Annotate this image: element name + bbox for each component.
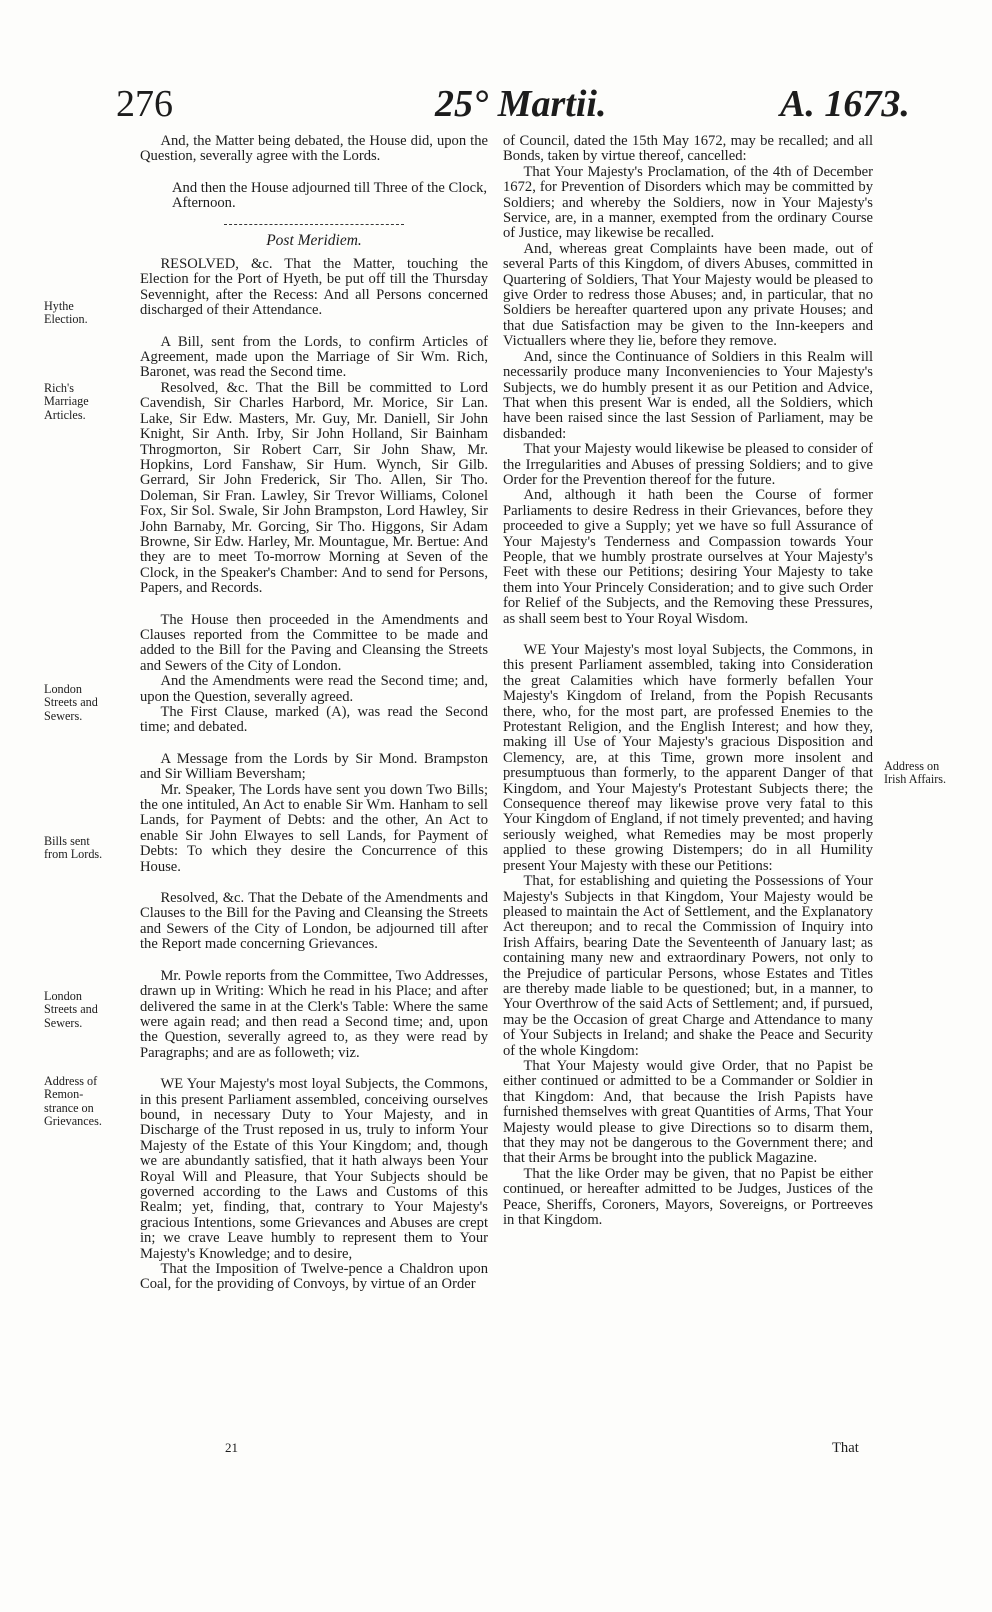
paragraph: WE Your Majesty's most loyal Subjects, the Commons, in this present Parliament assembled, taking into Consideration the great Calamities which have formerly befallen Your Majesty's Kingdom of Ireland, from the Popish Recusants there, who, for the most part, are professed Enemies to the Protestant Religion, and the English Interest; and how they, making ill Use of Your Majesty's gracious Disposition and Clemency, are, at this Time, grown more insolent and presumptuous than formerly, to the apparent Danger of that Kingdom, and Your Majesty's Protestant Subjects there; the Consequence thereof may likewise prove very fatal to this Your Kingdom of England, if not timely prevented; and having seriously weighed, what Remedies may be most properly applied to these growing Distempers; do in all Humility present Your Majesty with these our Petitions: bbox=[503, 642, 873, 874]
paragraph: The House then proceeded in the Amendments and Clauses reported from the Committee to be made and added to the Bill for the Paving and Cleansing the Streets and Sewers of the City of London. bbox=[140, 611, 488, 674]
section-title: Post Meridiem. bbox=[266, 231, 362, 249]
signature-mark: 21 bbox=[225, 1440, 238, 1455]
paragraph: And the Amendments were read the Second time; and, upon the Question, severally agreed. bbox=[140, 673, 488, 705]
margin-note-london-streets-2: London Streets and Sewers. bbox=[44, 989, 98, 1030]
running-date: 25° Martii. bbox=[435, 83, 607, 125]
section-divider bbox=[224, 224, 404, 225]
left-column bbox=[140, 134, 488, 1293]
paragraph: Resolved, &c. That the Debate of the Amendments and Clauses to the Bill for the Paving and Cleansing the Streets and Sewers of the City of London, be adjourned till after the Report made concerning Grievances. bbox=[140, 890, 488, 953]
paragraph: A Bill, sent from the Lords, to confirm Articles of Agreement, made upon the Marriage of Sir Wm. Rich, Baronet, was read the Second time. bbox=[140, 333, 488, 381]
paragraph: That your Majesty would likewise be pleased to consider of the Irregularities and Abuses of pressing Soldiers; and to give Order for the Prevention thereof for the future. bbox=[503, 441, 873, 488]
running-year: A. 1673. bbox=[780, 83, 910, 125]
margin-note-hythe: Hythe Election. bbox=[44, 299, 88, 327]
page-header bbox=[0, 82, 992, 132]
paragraph: of Council, dated the 15th May 1672, may be recalled; and all Bonds, taken by virtue thereof, cancelled: bbox=[503, 133, 873, 165]
paragraph: And, although it hath been the Course of former Parliaments to desire Redress in their Grievances, before they proceeded to give a Supply; yet we have so full Assurance of Your Majesty's Tenderness and Compassion towards Your People, that we humbly prostrate ourselves at Your Majesty's Feet with these our Petitions; desiring Your Majesty to take them into Your Princely Consideration; and to give such Order for Relief of the Subjects, and the Removing these Pressures, as shall seem best to Your Royal Wisdom. bbox=[503, 487, 873, 627]
margin-note-rich: Rich's Marriage Articles. bbox=[44, 381, 89, 422]
catchword: That bbox=[832, 1440, 859, 1456]
paragraph: WE Your Majesty's most loyal Subjects, the Commons, in this present Parliament assembled, conceiving ourselves bound, in necessary Duty to Your Majesty, and in Discharge of the Trust reposed in us, truly to inform Your Majesty of the Estate of this Your Kingdom; and, though we are abundantly satisfied, that it hath always been Your Royal Will and Pleasure, that Your Subjects should be governed according to the Laws and Customs of this Realm; yet, finding, that, contrary to Your Majesty's gracious Intentions, some Grievances and Abuses are crept in; we crave Leave humbly to represent them to Your Majesty's Knowledge; and to desire, bbox=[140, 1076, 488, 1262]
paragraph: That Your Majesty would give Order, that no Papist be either continued or admitted to be a Commander or Soldier in that Kingdom: And, that because the Irish Papists have furnished themselves with great Quantities of Arms, That Your Majesty would please to give Directions so to disarm them, that they may not be dangerous to the Government there; and that their Arms be brought into the publick Magazine. bbox=[503, 1057, 873, 1167]
margin-note-bills: Bills sent from Lords. bbox=[44, 834, 103, 862]
paragraph: Mr. Powle reports from the Committee, Two Addresses, drawn up in Writing: Which he read in his Place; and after delivered the same in at the Clerk's Table: Where the same were again read; and then read a Second time; and, upon the Question, severally agreed to, as they were read by Paragraphs; and are as followeth; viz. bbox=[140, 967, 488, 1061]
paragraph: A Message from the Lords by Sir Mond. Brampston and Sir William Beversham; bbox=[140, 750, 488, 783]
paragraph: The First Clause, marked (A), was read the Second time; and debated. bbox=[140, 704, 488, 736]
paragraph: RESOLVED, &c. That the Matter, touching the Election for the Port of Hyeth, be put off till the Thursday Sevennight, after the Recess: And all Persons concerned discharged of their Attendance. bbox=[140, 256, 488, 319]
paragraph: And, the Matter being debated, the House did, upon the Question, severally agree with the Lords. bbox=[140, 133, 488, 165]
margin-note-remonstrance: Address of Remon- strance on Grievances. bbox=[44, 1074, 102, 1129]
margin-note-irish-affairs: Address on Irish Affairs. bbox=[884, 759, 947, 787]
paragraph: That Your Majesty's Proclamation, of the 4th of December 1672, for Prevention of Disorders which may be committed by Soldiers; and whereby the Soldiers, now in Your Majesty's Service, are, in a manner, exempted from the ordinary Course of Justice, may likewise be recalled. bbox=[503, 163, 873, 242]
paragraph: That the like Order may be given, that no Papist be either continued, or hereafter admitted to be Judges, Justices of the Peace, Sheriffs, Coroners, Mayors, Sovereigns, or Portreeves in that Kingdom. bbox=[503, 1165, 873, 1229]
adjournment-note: And then the House adjourned till Three of the Clock, Afternoon. bbox=[172, 179, 488, 212]
paragraph: Resolved, &c. That the Bill be committed to Lord Cavendish, Sir Charles Harbord, Mr. Morice, Sir Lan. Lake, Sir Edw. Masters, Mr. Guy, Mr. Daniell, Sir John Knight, Sir Anth. Irby, Sir John Holland, Sir Bainham Throgmorton, Sir Robert Carr, Sir John Shaw, Mr. Hopkins, Lord Fanshaw, Sir Hum. Wynch, Sir Gilb. Gerrard, Sir John Frederick, Sir Tho. Allen, Sir Tho. Doleman, Sir Fran. Lawley, Sir Trevor Williams, Colonel Fox, Sir Sol. Swale, Sir John Brampston, Lord Hawley, Sir John Barnaby, Mr. Gorcing, Sir Tho. Higgons, Sir Adam Browne, Sir Edw. Harley, Mr. Mountague, Mr. Bertue: And they are to meet To-morrow Morning at Seven of the Clock, in the Speaker's Chamber: And to send for Persons, Papers, and Records. bbox=[140, 379, 488, 597]
paragraph: Mr. Speaker, The Lords have sent you down Two Bills; the one intituled, An Act to enable Sir Wm. Hanham to sell Lands, for Payment of Debts: and the other, An Act to enable Sir John Elwayes to sell Lands, for Payment of Debts: To which they desire the Concurrence of this House. bbox=[140, 781, 488, 875]
paragraph: That the Imposition of Twelve-pence a Chaldron upon Coal, for the providing of Convoys, by virtue of an Order bbox=[140, 1261, 488, 1293]
margin-note-london-streets: London Streets and Sewers. bbox=[44, 682, 98, 723]
right-column bbox=[503, 134, 873, 1228]
page-number: 276 bbox=[116, 83, 173, 125]
paragraph: And, since the Continuance of Soldiers in this Realm will necessarily produce many Inconveniencies to Your Majesty's Subjects, we do humbly present it as our Petition and Advice, That when this present War is ended, all the Soldiers, which have been raised since the last Session of Parliament, may be disbanded: bbox=[503, 348, 873, 442]
paragraph: And, whereas great Complaints have been made, out of several Parts of this Kingdom, of divers Abuses, committed in Quartering of Soldiers, That Your Majesty would be pleased to give Order to redress those Abuses; and, in particular, that no Soldiers be hereafter quartered upon any private Houses; and that due Satisfaction may be given to the Inn-keepers and Victuallers where they lie, before they remove. bbox=[503, 240, 873, 350]
paragraph: That, for establishing and quieting the Possessions of Your Majesty's Subjects in that Kingdom, Your Majesty would be pleased to maintain the Act of Settlement, and the Explanatory Act thereupon; and to recal the Commission of Inquiry into Irish Affairs, bearing Date the Seventeenth of January last; as containing many new and extraordinary Powers, not only to the Prejudice of particular Persons, whose Estates and Titles are thereby made liable to be questioned; but, in a manner, to Your Overthrow of the said Acts of Settlement; and, if pursued, may be the Occasion of great Charge and Attendance to many of Your Subjects in Ireland; and shake the Peace and Security of the whole Kingdom: bbox=[503, 873, 873, 1059]
